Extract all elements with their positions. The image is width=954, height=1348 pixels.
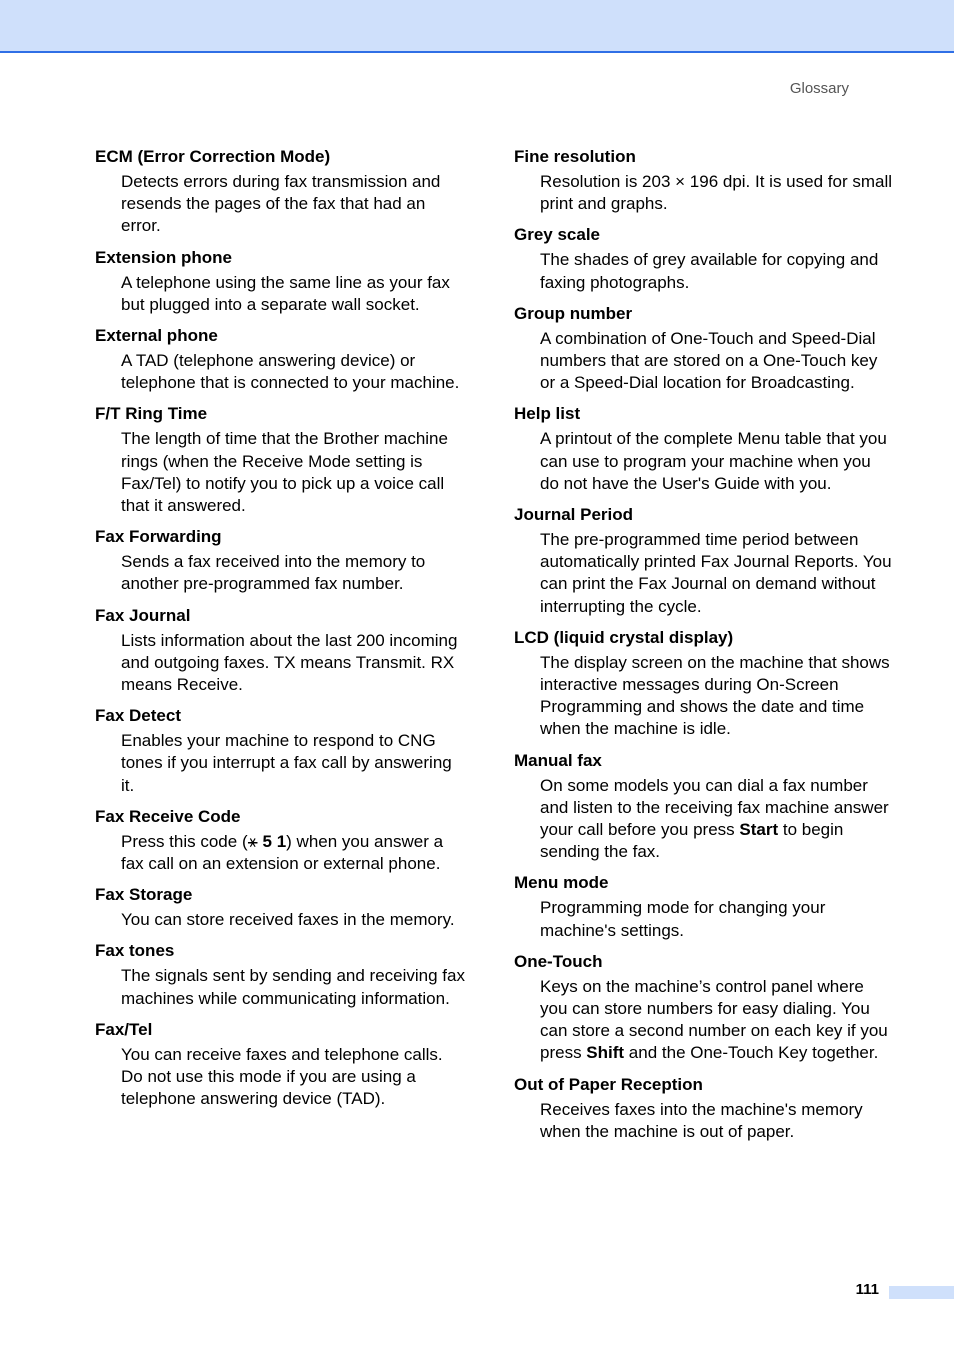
glossary-definition	[121, 831, 465, 875]
glossary-entry-fax-storage	[95, 884, 465, 931]
glossary-definition: Lists information about the last 200 incoming and outgoing faxes. TX means Transmit. RX means Receive.	[121, 630, 458, 695]
glossary-definition: The length of time that the Brother machine rings (when the Receive Mode setting is Fax/Tel) to notify you to pick up a voice call that it answered.	[121, 429, 448, 516]
glossary-right-column	[514, 146, 894, 1152]
glossary-definition	[540, 976, 894, 1065]
glossary-entry-fax-forwarding	[95, 526, 465, 595]
page-tab-marker	[889, 1286, 954, 1299]
glossary-entry-fax-journal	[95, 605, 465, 697]
glossary-term: Fax Journal	[95, 605, 191, 625]
glossary-definition: The shades of grey available for copying and faxing photographs.	[540, 250, 879, 292]
glossary-entry-out-of-paper-reception	[514, 1074, 894, 1143]
glossary-term: Journal Period	[514, 505, 634, 525]
glossary-entry-extension-phone	[95, 247, 465, 316]
glossary-term: Fax Forwarding	[95, 527, 222, 547]
definition-text: to begin sending the fax.	[540, 820, 844, 862]
glossary-entry-lcd	[514, 627, 894, 741]
glossary-definition: A combination of One-Touch and Speed-Dial numbers that are stored on a One-Touch key or a Speed-Dial location for Broadcasting.	[540, 328, 878, 393]
glossary-entry-manual-fax	[514, 750, 894, 864]
glossary-term: Fax tones	[95, 941, 175, 961]
glossary-entry-ecm	[95, 146, 465, 238]
glossary-term: Help list	[514, 404, 581, 424]
glossary-term: External phone	[95, 326, 218, 346]
glossary-term: Fax Storage	[95, 885, 193, 905]
glossary-entry-menu-mode	[514, 872, 894, 941]
glossary-entry-one-touch	[514, 951, 894, 1065]
glossary-entry-group-number	[514, 303, 894, 395]
glossary-definition: Resolution is 203 × 196 dpi. It is used for small print and graphs.	[540, 172, 892, 214]
glossary-entry-fine-resolution	[514, 146, 894, 215]
glossary-entry-help-list	[514, 403, 894, 495]
glossary-term: Extension phone	[95, 247, 232, 267]
glossary-definition: Receives faxes into the machine's memory when the machine is out of paper.	[540, 1099, 863, 1141]
definition-text: On some models you can dial a fax number and listen to the receiving fax machine answer your call before you press	[540, 775, 889, 840]
page-header-bar	[0, 0, 954, 53]
definition-text: and the One-Touch Key together.	[624, 1043, 879, 1063]
definition-text: Press this code (	[121, 831, 248, 851]
code-digits: 5 1	[257, 831, 287, 851]
glossary-entry-fax-tones	[95, 940, 465, 1009]
glossary-term: Grey scale	[514, 225, 601, 245]
glossary-term: Fax/Tel	[95, 1019, 153, 1039]
glossary-entry-fax-receive-code	[95, 806, 465, 875]
glossary-term: Group number	[514, 303, 633, 323]
glossary-entry-grey-scale	[514, 224, 894, 293]
glossary-definition: A TAD (telephone answering device) or telephone that is connected to your machine.	[121, 351, 460, 393]
glossary-definition: Enables your machine to respond to CNG tones if you interrupt a fax call by answering it.	[121, 731, 452, 795]
glossary-definition: The display screen on the machine that shows interactive messages during On-Screen Programming and shows the date and time when the machine is idle.	[540, 652, 890, 739]
glossary-definition	[540, 775, 894, 864]
glossary-term: Out of Paper Reception	[514, 1074, 703, 1094]
glossary-term: Fine resolution	[514, 147, 636, 166]
glossary-entry-ft-ring-time	[95, 403, 465, 517]
key-name: Start	[739, 820, 779, 840]
glossary-definition: Programming mode for changing your machine's settings.	[540, 898, 826, 940]
glossary-definition: Detects errors during fax transmission and resends the pages of the fax that had an error.	[121, 172, 441, 236]
glossary-term: One-Touch	[514, 951, 603, 971]
glossary-term: F/T Ring Time	[95, 404, 208, 424]
glossary-term: Fax Receive Code	[95, 806, 241, 826]
glossary-definition: The signals sent by sending and receiving fax machines while communicating information.	[121, 966, 465, 1008]
key-name: Shift	[586, 1043, 625, 1063]
glossary-definition: A telephone using the same line as your fax but plugged into a separate wall socket.	[121, 272, 450, 314]
glossary-term: Fax Detect	[95, 706, 181, 726]
glossary-term: ECM (Error Correction Mode)	[95, 147, 331, 166]
glossary-entry-journal-period	[514, 504, 894, 618]
page-number: 111	[855, 1281, 879, 1298]
definition-text: ) when you answer a fax call on an extension or external phone.	[121, 831, 444, 874]
glossary-definition: The pre-programmed time period between automatically printed Fax Journal Reports. You can print the Fax Journal on demand without interrupting the cycle.	[540, 530, 892, 616]
section-title: Glossary	[789, 80, 849, 97]
star-key-icon: ⚹	[247, 831, 258, 851]
glossary-entry-fax-detect	[95, 705, 465, 797]
glossary-definition: You can store received faxes in the memory.	[121, 910, 455, 930]
definition-text: Keys on the machine’s control panel where you can store numbers for easy dialing. You can store a second number on each key if you press	[540, 976, 888, 1063]
glossary-definition: You can receive faxes and telephone calls. Do not use this mode if you are using a telephone answering device (TAD).	[121, 1044, 443, 1109]
glossary-left-column	[95, 146, 465, 1119]
glossary-term: Menu mode	[514, 873, 609, 893]
glossary-term: LCD (liquid crystal display)	[514, 627, 734, 647]
glossary-definition: A printout of the complete Menu table that you can use to program your machine when you do not have the User's Guide with you.	[540, 429, 887, 493]
glossary-entry-external-phone	[95, 325, 465, 394]
glossary-term: Manual fax	[514, 750, 602, 770]
glossary-definition: Sends a fax received into the memory to another pre-programmed fax number.	[121, 552, 426, 594]
glossary-entry-fax-tel	[95, 1019, 465, 1111]
